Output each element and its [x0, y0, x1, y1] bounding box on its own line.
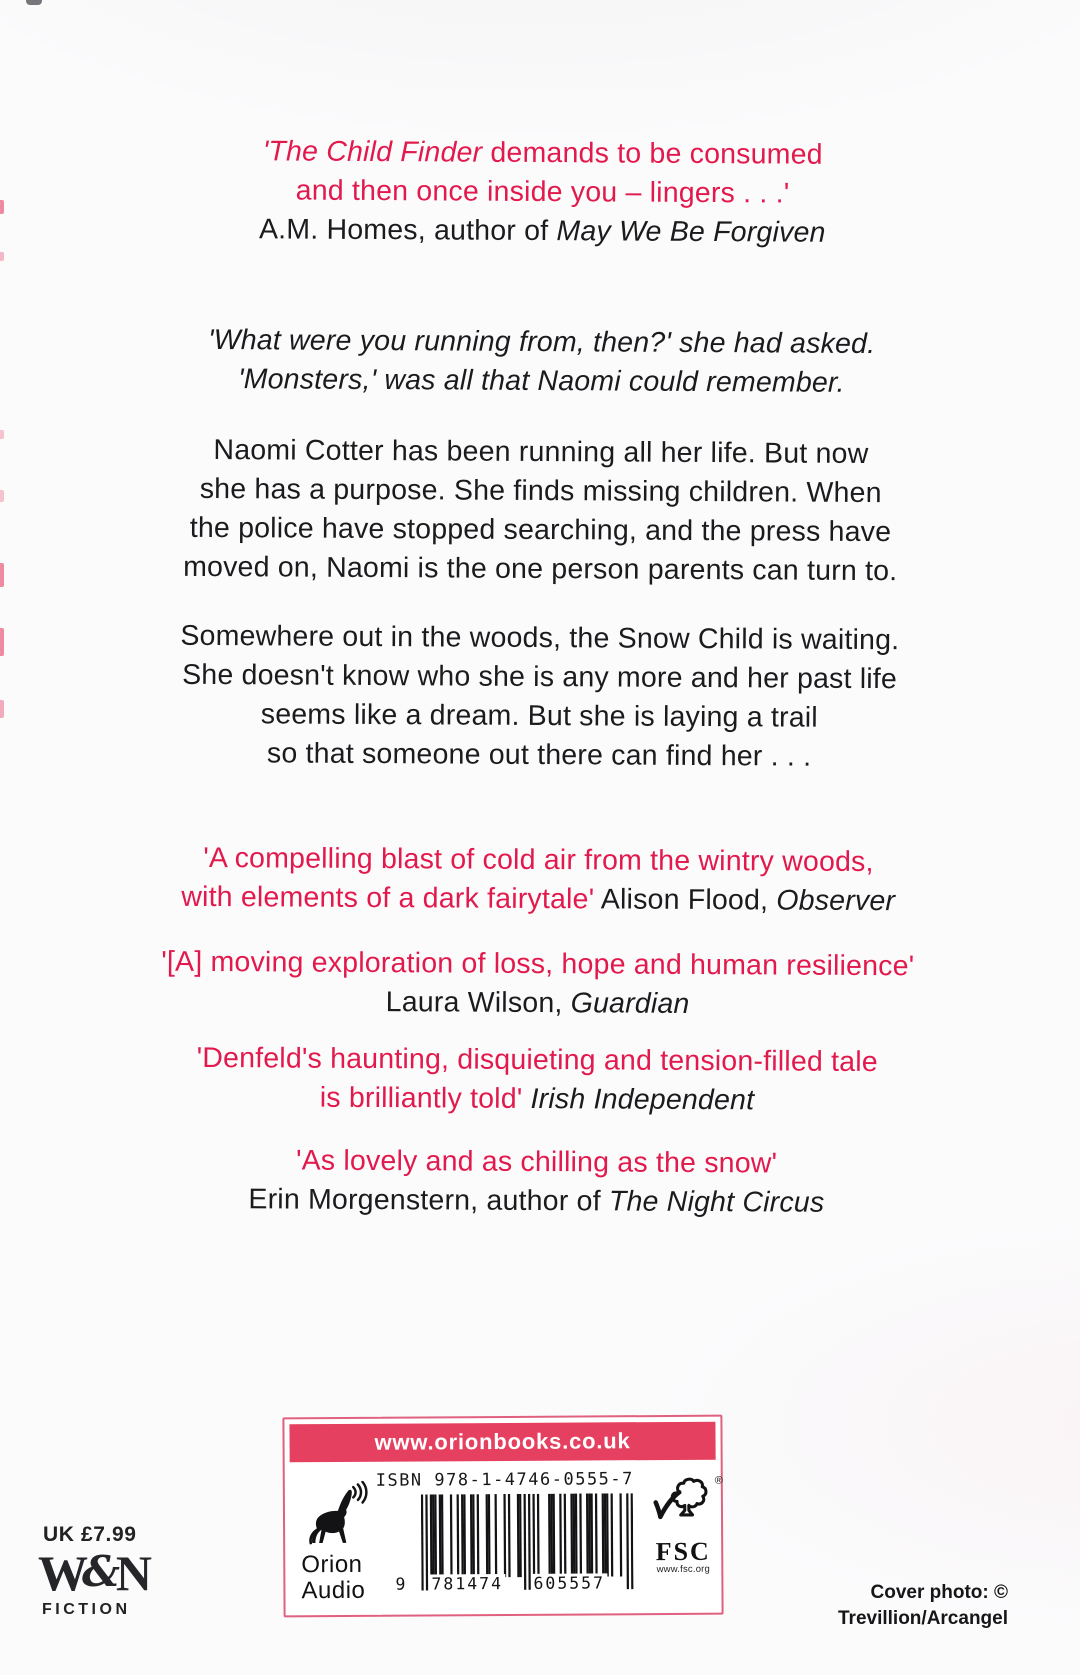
greyhound-icon: [297, 1481, 383, 1548]
text-line: Somewhere out in the woods, the Snow Child is waiting.: [180, 619, 900, 657]
blurb-paragraph-1: [0, 430, 1080, 593]
cover-photo-credit: [838, 1580, 1008, 1632]
imprint-fiction-label: FICTION: [42, 1601, 131, 1618]
pull-quote-homes: [2, 0, 1080, 254]
text-line: She doesn't know who she is any more and her past life: [182, 658, 898, 696]
text-line: Laura Wilson, Guardian: [385, 986, 690, 1020]
text-line: 'Denfeld's haunting, disquieting and tension-filled tale: [196, 1041, 878, 1079]
orion-audio-logo: [297, 1481, 390, 1605]
wn-logo-w: W: [38, 1545, 86, 1601]
credit-line2: Trevillion/Arcangel: [838, 1608, 1008, 1629]
fsc-url: www.fsc.org: [656, 1563, 711, 1576]
barcode-group2: 605557: [533, 1573, 606, 1593]
text-line: 'As lovely and as chilling as the snow': [295, 1144, 778, 1180]
text-line: 'Monsters,' was all that Naomi could remember.: [237, 363, 845, 399]
text-line: A.M. Homes, author of May We Be Forgiven: [258, 213, 826, 249]
text-line: 'The Child Finder demands to be consumed: [262, 135, 823, 171]
isbn-label: ISBN 978-1-4746-0555-7: [375, 1469, 634, 1491]
orion-audio-line1: Orion: [301, 1550, 363, 1579]
text-line: 'What were you running from, then?' she had asked.: [207, 323, 876, 361]
barcode-panel: [282, 1415, 723, 1618]
text-line: moved on, Naomi is the one person parents can turn to.: [183, 550, 898, 588]
fsc-name: FSC: [655, 1536, 711, 1567]
text-line: and then once inside you – lingers . . .': [295, 174, 790, 210]
barcode-lead-digit: 9: [395, 1574, 408, 1594]
publisher-url-bar: [289, 1422, 715, 1463]
tagline-quote: [1, 320, 1080, 405]
text-line: 'A compelling blast of cold air from the wintry woods,: [203, 841, 874, 879]
wn-logo-ampersand: &: [82, 1547, 120, 1596]
fsc-tree-icon: [650, 1477, 716, 1535]
orion-audio-line2: Audio: [301, 1576, 366, 1605]
wn-logo-n: N: [115, 1545, 151, 1601]
text-line: '[A] moving exploration of loss, hope and human resilience': [161, 945, 915, 983]
text-line: the police have stopped searching, and the press have: [189, 511, 892, 549]
text-line: Erin Morgenstern, author of The Night Circus: [248, 1183, 825, 1219]
price-label: UK £7.99: [43, 1523, 137, 1546]
text-line: with elements of a dark fairytale' Alison Flood, Observer: [181, 880, 896, 918]
publisher-url: www.orionbooks.co.uk: [374, 1428, 631, 1455]
wn-imprint-logo: [38, 1544, 150, 1602]
review-observer: [0, 838, 1079, 923]
credit-line1: Cover photo: ©: [870, 1582, 1008, 1603]
text-line: seems like a dream. But she is laying a trail: [260, 698, 818, 734]
fsc-logo: [647, 1474, 723, 1576]
text-line: is brilliantly told' Irish Independent: [319, 1081, 755, 1117]
review-irish-independent: [0, 1038, 1077, 1123]
review-morgenstern: [0, 1140, 1077, 1225]
review-guardian: [0, 942, 1078, 1027]
text-line: she has a purpose. She finds missing children. When: [199, 472, 882, 510]
ean-barcode: [395, 1493, 634, 1594]
registered-mark: ®: [714, 1474, 723, 1487]
text-line: Naomi Cotter has been running all her life. But now: [213, 434, 869, 471]
barcode-group1: 781474: [431, 1574, 504, 1594]
text-line: so that someone out there can find her . . .: [266, 737, 812, 773]
blurb-paragraph-2: [0, 616, 1080, 779]
